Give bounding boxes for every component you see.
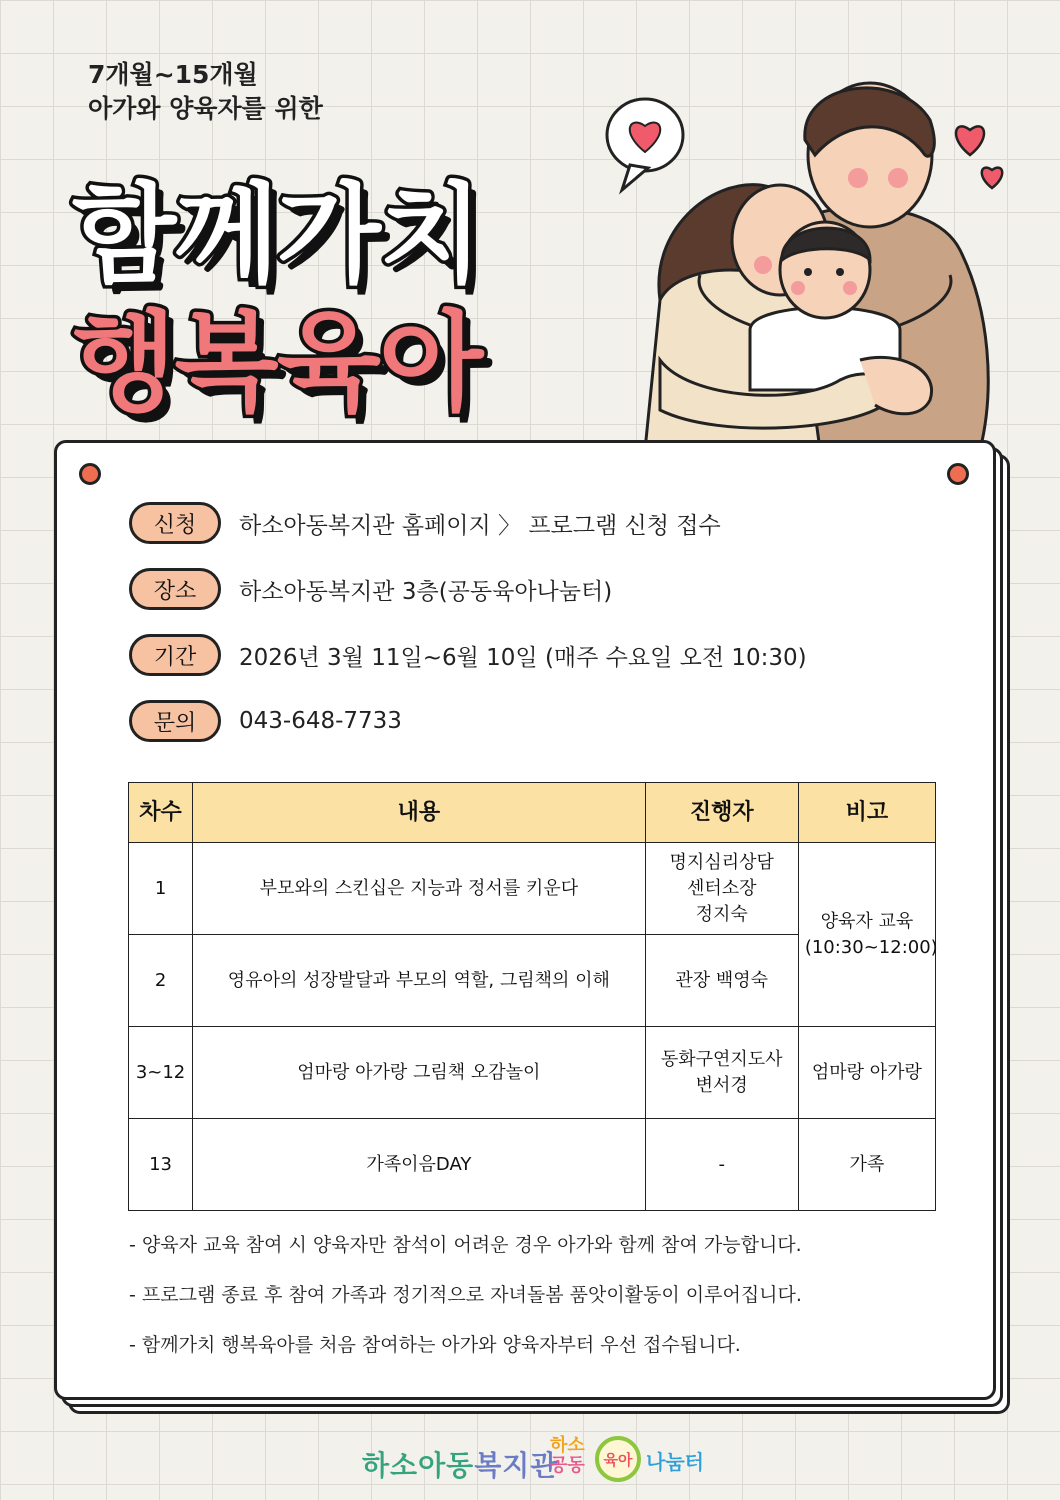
session-cell: 13	[129, 1119, 193, 1211]
place-value: 하소아동복지관 3층(공동육아나눔터)	[239, 578, 613, 605]
apply-value: 하소아동복지관 홈페이지 〉 프로그램 신청 접수	[239, 512, 721, 539]
pin-dot-left	[79, 463, 101, 485]
presenter-cell: -	[645, 1119, 798, 1211]
note-item: - 프로그램 종료 후 참여 가족과 정기적으로 자녀돌봄 품앗이활동이 이루어집니다.	[129, 1284, 802, 1306]
period-label: 기간	[129, 634, 221, 676]
childcare-center-logo	[550, 1430, 720, 1490]
header-content: 내용	[193, 783, 646, 843]
table-row	[129, 1027, 936, 1119]
info-row-apply	[129, 501, 721, 545]
info-row-period	[129, 633, 807, 677]
logo2-stack	[550, 1436, 585, 1476]
content-cell: 가족이음DAY	[193, 1119, 646, 1211]
footer-logos	[0, 1430, 1060, 1490]
content-cell: 영유아의 성장발달과 부모의 역할, 그림책의 이해	[193, 935, 646, 1027]
table-row	[129, 1119, 936, 1211]
period-value: 2026년 3월 11일~6월 10일 (매주 수요일 오전 10:30)	[239, 644, 807, 671]
content-cell: 부모와의 스킨십은 지능과 정서를 키운다	[193, 843, 646, 935]
info-row-place	[129, 567, 612, 611]
heart-icon	[956, 126, 984, 155]
subtitle	[88, 58, 323, 126]
logo2-bottom: 공동	[550, 1455, 585, 1476]
info-card	[54, 440, 996, 1400]
logo2-tail: 나눔터	[646, 1450, 704, 1474]
session-cell: 1	[129, 843, 193, 935]
contact-value: 043-648-7733	[239, 708, 402, 734]
session-cell: 2	[129, 935, 193, 1027]
apply-label: 신청	[129, 502, 221, 544]
session-cell: 3~12	[129, 1027, 193, 1119]
note-item: - 양육자 교육 참여 시 양육자만 참석이 어려운 경우 아가와 함께 참여 가능합니다.	[129, 1234, 802, 1256]
contact-label: 문의	[129, 700, 221, 742]
logo2-ring: 육아	[595, 1436, 641, 1482]
pin-dot-right	[947, 463, 969, 485]
note-item: - 함께가치 행복육아를 처음 참여하는 아가와 양육자부터 우선 접수됩니다.	[129, 1334, 741, 1356]
title-line1: 함께가치	[72, 173, 482, 298]
speech-bubble-icon	[607, 99, 683, 190]
subtitle-line1: 7개월~15개월	[88, 60, 258, 89]
header-session: 차수	[129, 783, 193, 843]
family-hug-illustration	[600, 60, 1030, 450]
schedule-table	[128, 782, 936, 1211]
table-row	[129, 843, 936, 935]
logo1-part2: 복지관	[474, 1449, 559, 1482]
place-label: 장소	[129, 568, 221, 610]
note-cell: 가족	[798, 1119, 935, 1211]
logo2-top: 하소	[550, 1435, 585, 1456]
notes-list	[129, 1233, 802, 1383]
title-line2: 행복육아	[72, 301, 482, 426]
note-cell: 엄마랑 아가랑	[798, 1027, 935, 1119]
table-header-row	[129, 783, 936, 843]
welfare-center-logo	[362, 1444, 558, 1484]
subtitle-line2: 아가와 양육자를 위한	[88, 94, 323, 123]
logo1-part1: 하소아동	[362, 1449, 475, 1482]
info-row-contact	[129, 699, 402, 743]
header-note: 비고	[798, 783, 935, 843]
presenter-cell: 관장 백영숙	[645, 935, 798, 1027]
presenter-cell: 명지심리상담 센터소장 정지숙	[645, 843, 798, 935]
content-cell: 엄마랑 아가랑 그림책 오감놀이	[193, 1027, 646, 1119]
heart-icon	[982, 168, 1002, 188]
presenter-cell: 동화구연지도사 변서경	[645, 1027, 798, 1119]
merged-note-cell: 양육자 교육 (10:30~12:00)	[798, 843, 935, 1027]
header-presenter: 진행자	[645, 783, 798, 843]
